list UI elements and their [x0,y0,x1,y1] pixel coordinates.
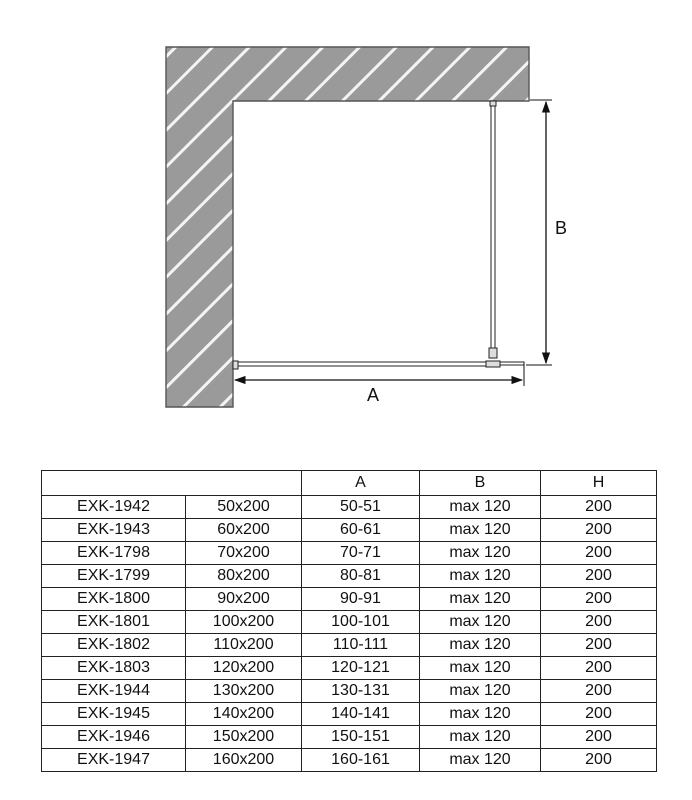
width-a-cell: 100-101 [302,611,420,634]
height-h-cell: 200 [541,519,657,542]
table-row [42,680,657,703]
table-row [42,542,657,565]
depth-b-cell: max 120 [420,565,541,588]
depth-b-cell: max 120 [420,749,541,772]
depth-b-cell: max 120 [420,726,541,749]
height-h-cell: 200 [541,565,657,588]
height-h-cell: 200 [541,588,657,611]
depth-b-cell: max 120 [420,588,541,611]
size-cell: 160x200 [186,749,302,772]
size-cell: 50x200 [186,496,302,519]
width-a-cell: 130-131 [302,680,420,703]
size-cell: 60x200 [186,519,302,542]
table-row [42,703,657,726]
dimension-table [41,470,657,772]
size-cell: 90x200 [186,588,302,611]
side-glass-panel [489,101,497,358]
header-blank [42,471,302,496]
size-cell: 120x200 [186,657,302,680]
height-h-cell: 200 [541,634,657,657]
width-a-cell: 140-141 [302,703,420,726]
product-code-cell: EXK-1946 [42,726,186,749]
table-row [42,749,657,772]
product-code-cell: EXK-1947 [42,749,186,772]
table-row [42,565,657,588]
product-code-cell: EXK-1944 [42,680,186,703]
product-code-cell: EXK-1798 [42,542,186,565]
width-a-cell: 90-91 [302,588,420,611]
product-code-cell: EXK-1803 [42,657,186,680]
front-glass-panel [233,361,524,369]
height-h-cell: 200 [541,657,657,680]
size-cell: 80x200 [186,565,302,588]
dimension-b [526,100,552,365]
depth-b-cell: max 120 [420,542,541,565]
size-cell: 70x200 [186,542,302,565]
header-h: H [541,471,657,496]
size-cell: 130x200 [186,680,302,703]
width-a-cell: 110-111 [302,634,420,657]
dimension-b-label: B [554,218,568,238]
depth-b-cell: max 120 [420,703,541,726]
height-h-cell: 200 [541,611,657,634]
product-code-cell: EXK-1945 [42,703,186,726]
size-cell: 110x200 [186,634,302,657]
width-a-cell: 60-61 [302,519,420,542]
wall-section [166,47,529,407]
depth-b-cell: max 120 [420,657,541,680]
table-row [42,519,657,542]
table-row [42,726,657,749]
size-cell: 100x200 [186,611,302,634]
height-h-cell: 200 [541,703,657,726]
width-a-cell: 70-71 [302,542,420,565]
table-row [42,611,657,634]
height-h-cell: 200 [541,726,657,749]
width-a-cell: 150-151 [302,726,420,749]
size-cell: 140x200 [186,703,302,726]
table-row [42,496,657,519]
product-code-cell: EXK-1800 [42,588,186,611]
header-b: B [420,471,541,496]
product-code-cell: EXK-1801 [42,611,186,634]
product-code-cell: EXK-1943 [42,519,186,542]
height-h-cell: 200 [541,749,657,772]
product-code-cell: EXK-1802 [42,634,186,657]
table-row [42,634,657,657]
table-row [42,657,657,680]
table-header-row [42,471,657,496]
width-a-cell: 80-81 [302,565,420,588]
header-a: A [302,471,420,496]
product-code-cell: EXK-1799 [42,565,186,588]
width-a-cell: 120-121 [302,657,420,680]
depth-b-cell: max 120 [420,496,541,519]
depth-b-cell: max 120 [420,634,541,657]
height-h-cell: 200 [541,496,657,519]
height-h-cell: 200 [541,542,657,565]
depth-b-cell: max 120 [420,611,541,634]
width-a-cell: 160-161 [302,749,420,772]
depth-b-cell: max 120 [420,680,541,703]
dimension-a-label: A [366,385,380,405]
depth-b-cell: max 120 [420,519,541,542]
table-row [42,588,657,611]
size-cell: 150x200 [186,726,302,749]
height-h-cell: 200 [541,680,657,703]
width-a-cell: 50-51 [302,496,420,519]
product-code-cell: EXK-1942 [42,496,186,519]
